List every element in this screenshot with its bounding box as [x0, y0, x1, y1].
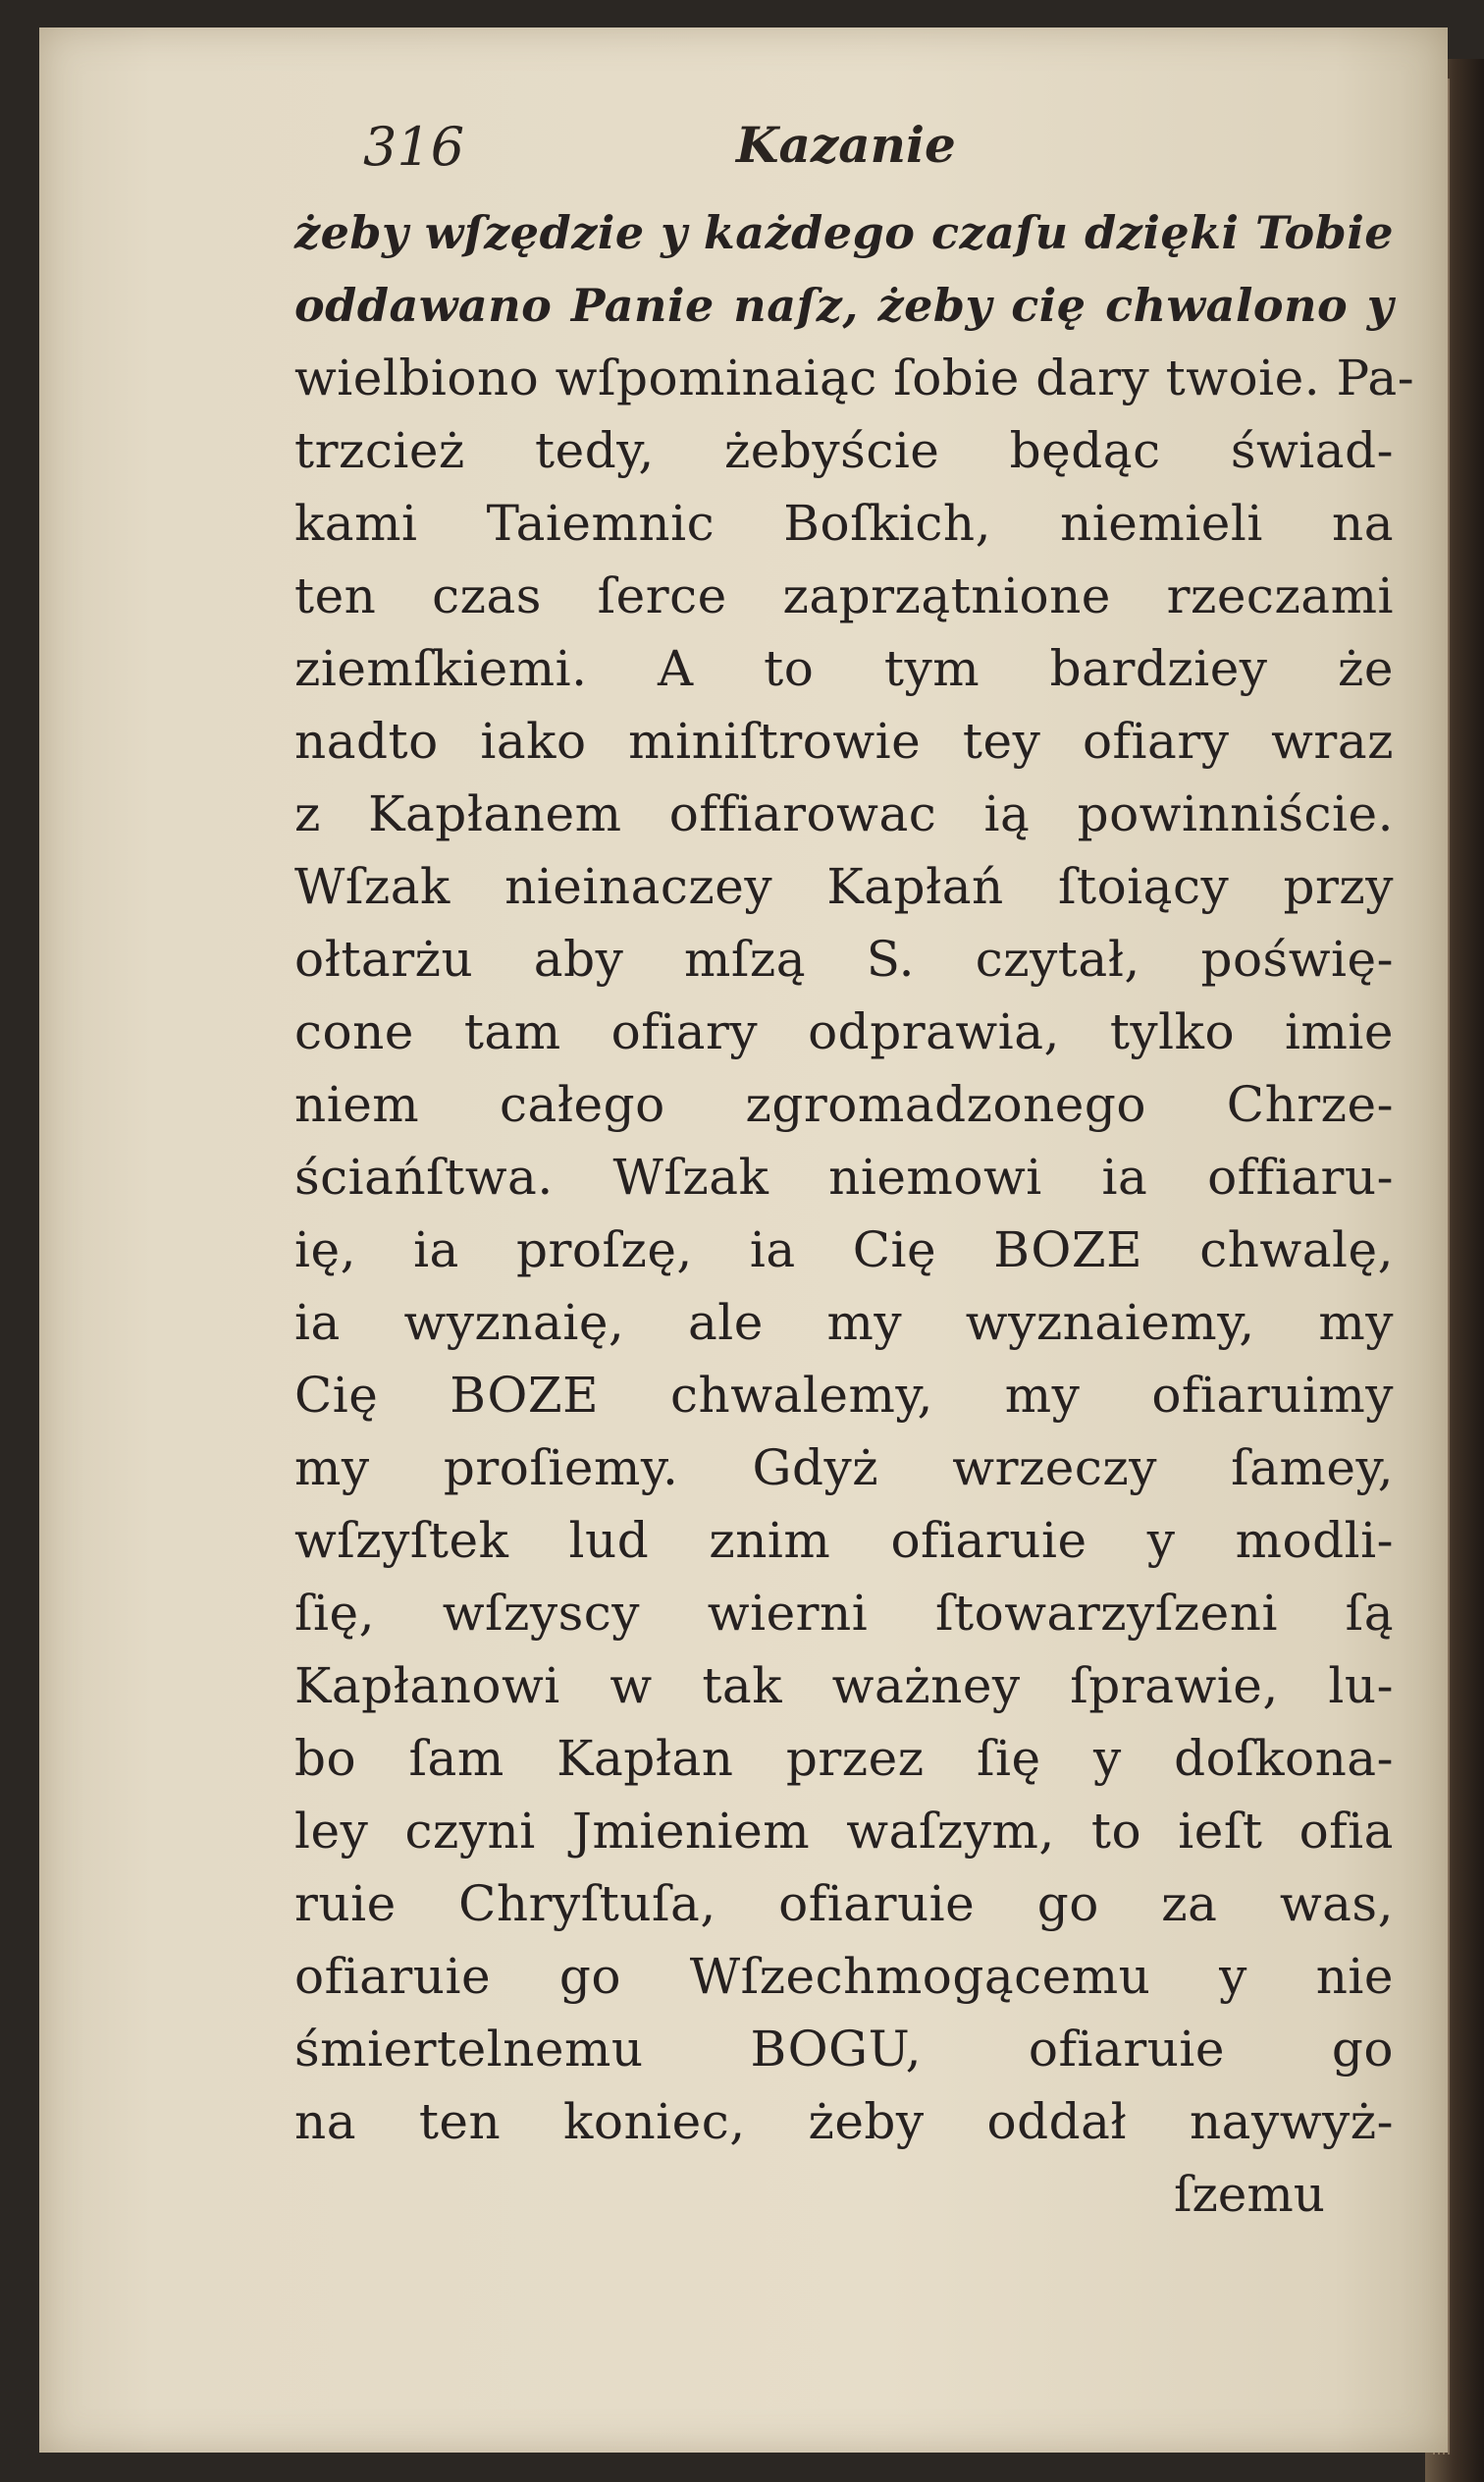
text-line: ia wyznaię, ale my wyznaiemy, my [294, 1294, 1394, 1351]
text-line: Wſzak nieinaczey Kapłań ſtoiący przy [294, 858, 1394, 915]
text-line: ię, ia proſzę, ia Cię BOZE chwalę, [294, 1221, 1394, 1278]
text-line: ten czas ſerce zaprzątnione rzeczami [294, 567, 1394, 624]
page-header [294, 116, 1394, 194]
text-line: na ten koniec, żeby oddał naywyż- [294, 2093, 1394, 2150]
text-line: ley czyni Jmieniem waſzym, to ieſt ofia [294, 1803, 1394, 1860]
text-line: oddawano Panie naſz, żeby cię chwalono y [294, 279, 1394, 332]
text-line: cone tam ofiary odprawia, tylko imie [294, 1003, 1394, 1060]
page-number: 316 [363, 116, 465, 178]
text-line: wielbiono wſpominaiąc ſobie dary twoie. Pa- [294, 350, 1415, 406]
text-line: my proſiemy. Gdyż wrzeczy ſamey, [294, 1439, 1394, 1496]
text-line: ruie Chryſtuſa, ofiaruie go za was, [294, 1875, 1394, 1932]
body-text [294, 196, 1415, 2231]
text-line: z Kapłanem offiarowac ią powinniście. [294, 785, 1394, 842]
text-line: trzcież tedy, żebyście będąc świad- [294, 422, 1394, 479]
text-line: żeby wſzędzie y każdego czaſu dzięki Tobie [294, 206, 1395, 259]
text-line: nadto iako miniſtrowie tey ofiary wraz [294, 713, 1394, 770]
running-head: Kazanie [736, 116, 956, 174]
text-line: wſzyſtek lud znim ofiaruie y modli- [294, 1512, 1394, 1569]
text-line: Cię BOZE chwalemy, my ofiaruimy [294, 1367, 1394, 1424]
text-line: Kapłanowi w tak ważney ſprawie, lu- [294, 1657, 1394, 1714]
text-line: ziemſkiemi. A to tym bardziey że [294, 640, 1394, 697]
text-line: niem całego zgromadzonego Chrze- [294, 1076, 1394, 1133]
text-line: ſię, wſzyscy wierni ſtowarzyſzeni ſą [294, 1585, 1394, 1642]
text-line: ołtarżu aby mſzą S. czytał, poświę- [294, 931, 1394, 988]
text-line: bo ſam Kapłan przez ſię y doſkona- [294, 1730, 1394, 1787]
text-line: kami Taiemnic Boſkich, niemieli na [294, 495, 1394, 552]
text-line: ściańſtwa. Wſzak niemowi ia offiaru- [294, 1149, 1394, 1206]
catchword: ſzemu [1173, 2166, 1325, 2223]
text-line: śmiertelnemu BOGU, ofiaruie go [294, 2021, 1394, 2077]
text-line: ofiaruie go Wſzechmogącemu y nie [294, 1948, 1394, 2005]
